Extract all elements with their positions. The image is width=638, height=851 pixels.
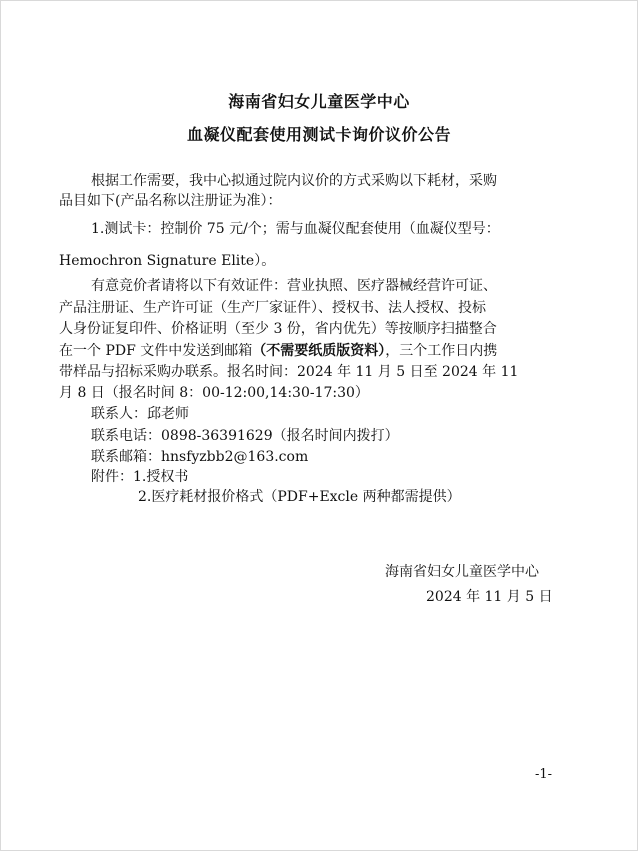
requirements-line-4-end: ，三个工作日内携: [385, 343, 498, 359]
signature-date: 2024 年 11 月 5 日: [426, 589, 553, 605]
notice-title: 血凝仪配套使用测试卡询价议价公告: [186, 125, 451, 144]
item-1-line-2: Hemochron Signature Elite）。: [59, 253, 276, 269]
org-title: 海南省妇女儿童医学中心: [228, 92, 410, 111]
signature-org: 海南省妇女儿童医学中心: [385, 564, 539, 580]
requirements-line-1: 有意竞价者请将以下有效证件：营业执照、医疗器械经营许可证、: [91, 278, 497, 294]
requirements-line-4: [59, 341, 497, 361]
intro-line-2: 品目如下(产品名称以注册证为准）：: [59, 193, 282, 209]
requirements-line-6: 月 8 日（报名时间 8：00-12:00,14:30-17:30）: [59, 385, 369, 401]
requirements-line-4-start: 在一个 PDF 文件中发送到邮箱: [59, 343, 253, 359]
attachment-2: 2.医疗耗材报价格式（PDF+Excle 两种都需提供）: [138, 489, 461, 505]
requirements-line-2: 产品注册证、生产许可证（生产厂家证件）、授权书、法人授权、投标: [59, 300, 486, 316]
contact-email: 联系邮箱：hnsfyzbb2@163.com: [91, 449, 309, 465]
contact-person: 联系人：邱老师: [91, 406, 189, 422]
attachment-1: 附件：1.授权书: [91, 469, 189, 485]
requirements-line-3: 人身份证复印件、价格证明（至少 3 份，省内优先）等按顺序扫描整合: [59, 321, 497, 337]
requirements-line-5: 带样品与招标采购办联系。报名时间：2024 年 11 月 5 日至 2024 年 11: [59, 364, 519, 380]
no-paper-notice: （不需要纸质版资料）: [252, 343, 386, 359]
item-1-line-1: 1.测试卡：控制价 75 元/个；需与血凝仪配套使用（血凝仪型号：: [91, 221, 500, 237]
contact-phone: 联系电话：0898-36391629（报名时间内拨打）: [91, 428, 399, 444]
page-number: -1-: [535, 767, 553, 782]
intro-line-1: 根据工作需要，我中心拟通过院内议价的方式采购以下耗材，采购: [91, 173, 497, 189]
